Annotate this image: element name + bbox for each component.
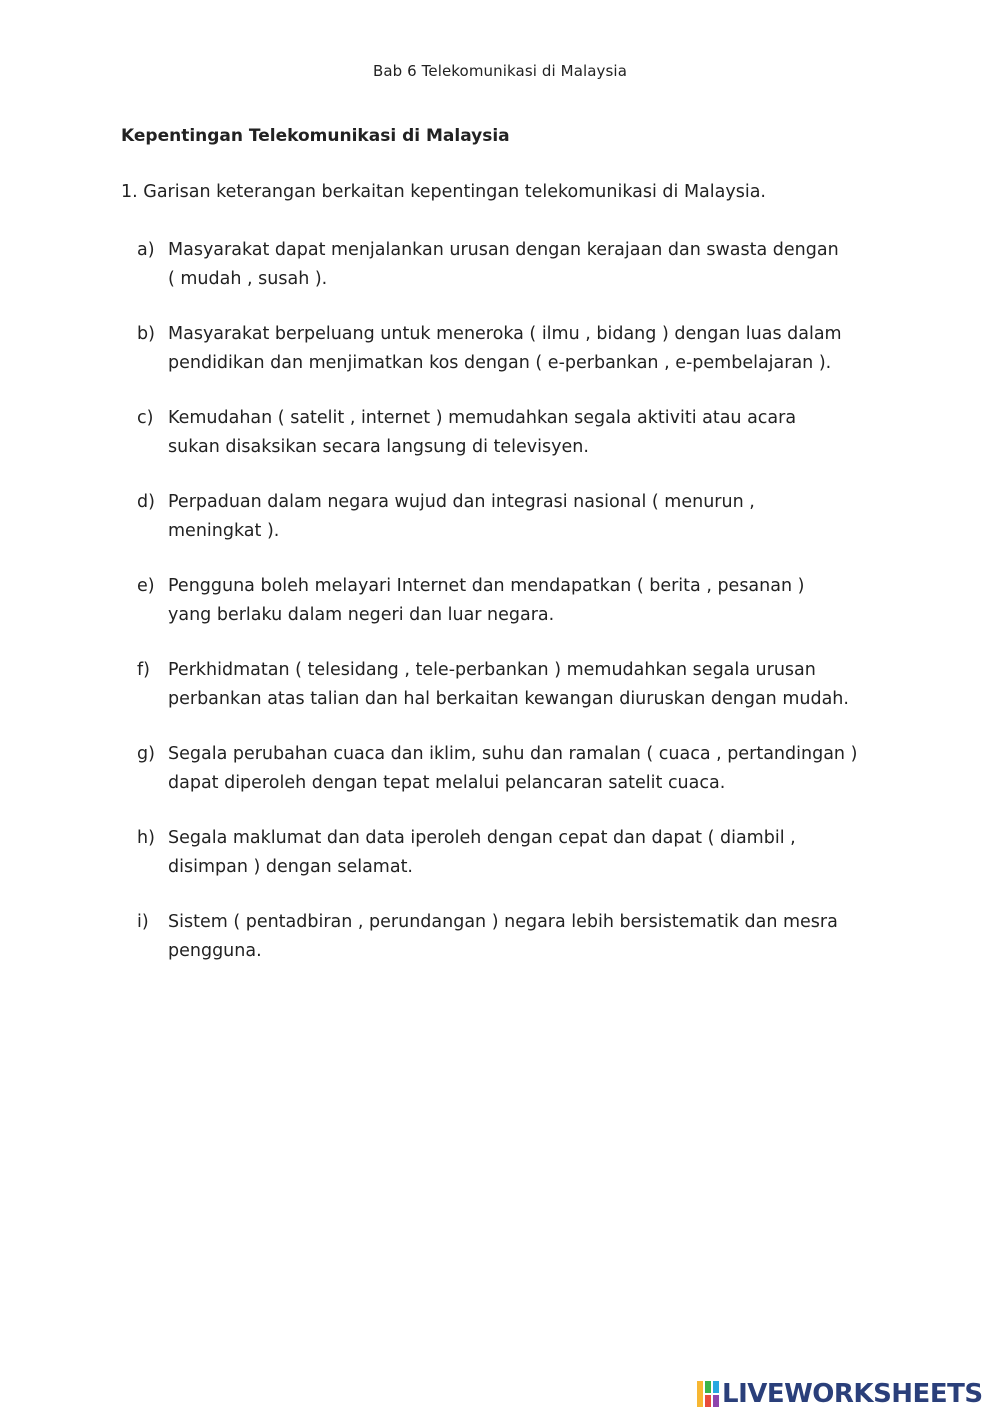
list-item: [137, 740, 897, 824]
item-line: ( mudah , susah ).: [168, 269, 328, 289]
item-line: Masyarakat dapat menjalankan urusan dengan kerajaan dan swasta dengan: [168, 240, 839, 260]
item-line: Pengguna boleh melayari Internet dan mendapatkan ( berita , pesanan ): [168, 576, 805, 596]
item-text: [168, 320, 897, 404]
item-text: [168, 908, 897, 992]
list-item: [137, 404, 897, 488]
item-line: yang berlaku dalam negeri dan luar negara.: [168, 605, 555, 625]
list-item: [137, 656, 897, 740]
answer-list: [137, 236, 897, 992]
list-item: [137, 236, 897, 320]
item-line: Perpaduan dalam negara wujud dan integrasi nasional ( menurun ,: [168, 492, 755, 512]
item-label: h): [137, 828, 155, 848]
item-line: meningkat ).: [168, 521, 280, 541]
item-line: perbankan atas talian dan hal berkaitan kewangan diuruskan dengan mudah.: [168, 689, 849, 709]
item-line: pengguna.: [168, 941, 262, 961]
item-text: [168, 572, 897, 656]
item-line: dapat diperoleh dengan tepat melalui pelancaran satelit cuaca.: [168, 773, 726, 793]
item-text: [168, 656, 897, 740]
liveworksheets-logo-icon: [697, 1381, 719, 1407]
page-header: Bab 6 Telekomunikasi di Malaysia: [372, 62, 627, 80]
question-text: 1. Garisan keterangan berkaitan kepentingan telekomunikasi di Malaysia.: [121, 182, 766, 202]
item-line: sukan disaksikan secara langsung di televisyen.: [168, 437, 589, 457]
item-line: disimpan ) dengan selamat.: [168, 857, 413, 877]
item-label: g): [137, 744, 155, 764]
item-text: [168, 824, 897, 908]
item-label: c): [137, 408, 154, 428]
item-line: Segala maklumat dan data iperoleh dengan cepat dan dapat ( diambil ,: [168, 828, 796, 848]
item-text: [168, 740, 897, 824]
item-label: d): [137, 492, 155, 512]
item-line: pendidikan dan menjimatkan kos dengan ( e-perbankan , e-pembelajaran ).: [168, 353, 832, 373]
list-item: [137, 320, 897, 404]
item-label: i): [137, 912, 149, 932]
item-line: Segala perubahan cuaca dan iklim, suhu dan ramalan ( cuaca , pertandingan ): [168, 744, 858, 764]
item-label: b): [137, 324, 155, 344]
item-line: Masyarakat berpeluang untuk meneroka ( ilmu , bidang ) dengan luas dalam: [168, 324, 842, 344]
list-item: [137, 488, 897, 572]
list-item: [137, 572, 897, 656]
item-line: Sistem ( pentadbiran , perundangan ) negara lebih bersistematik dan mesra: [168, 912, 838, 932]
section-title: Kepentingan Telekomunikasi di Malaysia: [121, 126, 510, 146]
item-text: [168, 488, 897, 572]
item-label: e): [137, 576, 155, 596]
liveworksheets-logo: [697, 1379, 983, 1409]
item-text: [168, 404, 897, 488]
item-line: Kemudahan ( satelit , internet ) memudahkan segala aktiviti atau acara: [168, 408, 797, 428]
liveworksheets-logo-text: LIVEWORKSHEETS: [722, 1379, 983, 1409]
item-line: Perkhidmatan ( telesidang , tele-perbankan ) memudahkan segala urusan: [168, 660, 816, 680]
item-label: f): [137, 660, 150, 680]
item-label: a): [137, 240, 155, 260]
item-text: [168, 236, 897, 320]
list-item: [137, 908, 897, 992]
list-item: [137, 824, 897, 908]
